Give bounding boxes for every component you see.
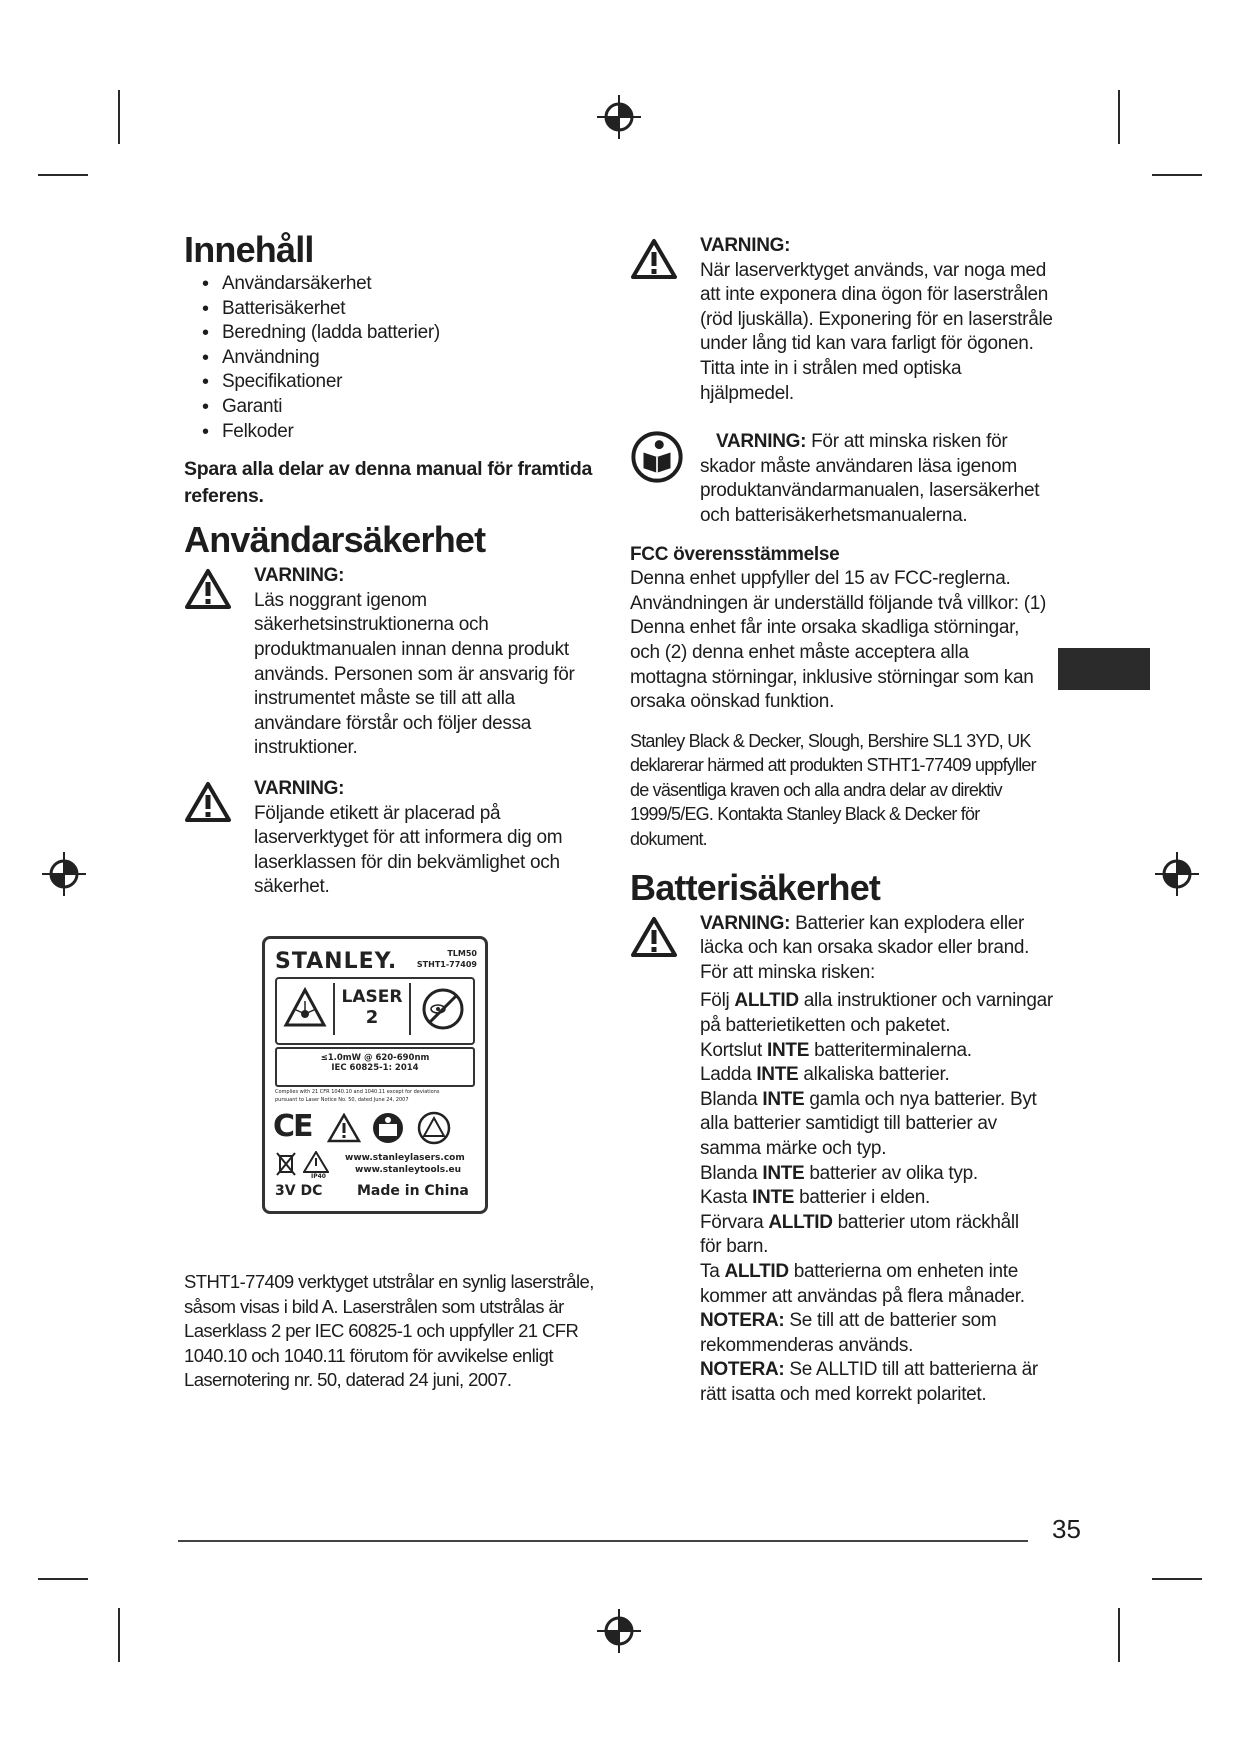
crop-mark — [118, 1608, 120, 1662]
toc-note: Spara alla delar av denna manual för framtida referens. — [184, 458, 593, 508]
warning-triangle-icon — [327, 1113, 361, 1143]
crop-mark — [38, 174, 88, 176]
laser-class: 2 — [365, 1007, 379, 1028]
warning-block — [630, 234, 1060, 406]
toc-item: • Beredning (ladda batterier) — [184, 321, 604, 346]
note-label: NOTERA: — [700, 1359, 785, 1381]
warning-title: VARNING: — [254, 777, 345, 799]
label-origin: Made in China — [357, 1183, 469, 1199]
weee-bin-icon — [275, 1151, 297, 1177]
label-caption — [184, 1270, 594, 1393]
item-prefix: Blanda — [700, 1088, 763, 1110]
label-ip: IP40 — [311, 1173, 326, 1180]
label-url2: www.stanleytools.eu — [355, 1165, 462, 1175]
laser-hazard-icon — [283, 987, 327, 1029]
battery-warning-block — [630, 912, 1060, 1408]
toc-item: • Användning — [184, 346, 604, 371]
note-label: NOTERA: — [700, 1310, 785, 1332]
item-prefix: Kasta — [700, 1187, 753, 1209]
page-number: 35 — [1052, 1514, 1081, 1544]
label-model-a: TLM50 — [447, 949, 477, 958]
laser-class-box — [275, 977, 475, 1045]
warning-triangle-icon — [630, 916, 678, 958]
crop-mark — [1152, 174, 1202, 176]
item-suffix: batterierna om enheten inte kommer att användas på flera månader. — [700, 1260, 1025, 1307]
label-power: ≤1.0mW @ 620-690nm — [320, 1053, 430, 1063]
battery-note — [700, 1358, 1050, 1407]
label-iec: IEC 60825-1: 2014 — [331, 1063, 419, 1073]
battery-item — [700, 1039, 1060, 1064]
battery-item — [700, 1260, 1040, 1309]
caption-text: STHT1-77409 verktyget utstrålar en synlig laserstråle, såsom visas i bild A. Laserstrålen som utstrålas är Laserklass 2 per IEC 60825-1 och uppfyller 21 CFR 1040.10 och 1040.11 förutom för avvikelse enligt Lasernotering nr. 50, daterad 24 juni, 2007. — [184, 1271, 594, 1391]
no-stare-icon — [421, 987, 465, 1031]
toc-item: • Specifikationer — [184, 370, 604, 395]
ce-mark: CE — [273, 1109, 312, 1144]
label-compliance-1: Complies with 21 CFR 1040.10 and 1040.11 except for deviations — [275, 1089, 440, 1095]
left-column — [184, 230, 604, 900]
registration-mark-icon — [597, 1609, 641, 1653]
warning-text: När laserverktyget används, var noga med att inte exponera dina ögon för laserstrålen (röd ljuskälla). Exponering för en laserstråle under lång tid kan vara farligt för ögonen. Titta inte in i strålen med optiska hjälpmedel. — [700, 259, 1053, 404]
laser-word-box — [333, 983, 411, 1035]
warning-triangle-icon — [184, 568, 232, 610]
crop-mark — [1118, 1608, 1120, 1662]
toc-item: • Garanti — [184, 395, 604, 420]
fcc-heading: FCC överensstämmelse — [630, 543, 840, 565]
item-emphasis: INTE — [756, 1064, 799, 1086]
declaration-text: Stanley Black & Decker, Slough, Bershire SL1 3YD, UK deklarerar härmed att produkten STHT1-77409 uppfyller de väsentliga kraven och alla andra delar av direktiv 1999/5/EG. Kontakta Stanley Black & Decker för dokument. — [630, 730, 1036, 850]
registration-mark-icon — [1155, 852, 1199, 896]
item-emphasis: INTE — [767, 1039, 810, 1061]
label-model-b: STHT1-77409 — [416, 960, 477, 969]
label-brand: STANLEY. — [275, 949, 398, 974]
item-emphasis: ALLTID — [724, 1260, 789, 1282]
label-voltage: 3V DC — [275, 1183, 323, 1199]
crop-mark — [1152, 1578, 1202, 1580]
fcc-section — [630, 543, 1060, 715]
registration-mark-icon — [42, 852, 86, 896]
warning-title: VARNING: — [700, 912, 791, 934]
caution-triangle-icon — [303, 1151, 329, 1173]
battery-item — [700, 1063, 1060, 1088]
right-column — [630, 234, 1060, 1408]
battery-item — [700, 1211, 1020, 1260]
item-suffix: gamla och nya batterier. Byt alla batterier samtidigt till batterier av samma märke och typ. — [700, 1088, 1037, 1159]
item-emphasis: ALLTID — [768, 1211, 833, 1233]
warning-text: Läs noggrant igenom säkerhetsinstruktionerna och produktmanualen innan denna produkt används. Personen som är ansvarig för instrumentet måste se till att alla användare förstår och följer dessa instruktioner. — [254, 589, 575, 759]
label-compliance-2: pursuant to Laser Notice No. 50, dated June 24, 2007 — [275, 1097, 409, 1103]
crop-mark — [118, 90, 120, 144]
warning-text: Följande etikett är placerad på laserverktyget för att informera dig om laserklassen för din bekvämlighet och säkerhet. — [254, 802, 563, 898]
user-safety-heading: Användarsäkerhet — [184, 519, 486, 561]
item-suffix: alkaliska batterier. — [798, 1064, 950, 1086]
item-suffix: batteriterminalerna. — [809, 1039, 972, 1061]
toc-list — [184, 272, 604, 444]
item-prefix: Kortslut — [700, 1039, 767, 1061]
item-prefix: Följ — [700, 990, 735, 1012]
toc-item: • Batterisäkerhet — [184, 297, 604, 322]
item-prefix: Ladda — [700, 1064, 757, 1086]
warning-block — [184, 564, 604, 761]
warning-title: VARNING: — [716, 431, 807, 453]
toc-item: • Felkoder — [184, 420, 604, 445]
battery-item — [700, 1186, 1060, 1211]
item-suffix: alla instruktioner och varningar på batterietiketten och paketet. — [700, 990, 1053, 1037]
item-prefix: Ta — [700, 1260, 725, 1282]
warning-block — [184, 777, 604, 900]
item-prefix: Blanda — [700, 1162, 763, 1184]
item-suffix: batterier i elden. — [794, 1187, 930, 1209]
read-manual-icon — [371, 1111, 405, 1145]
item-emphasis: INTE — [762, 1162, 805, 1184]
item-emphasis: INTE — [752, 1187, 795, 1209]
toc-title: Innehåll — [184, 229, 314, 270]
section-tab — [1058, 648, 1150, 690]
note-text: Se ALLTID till att batterierna är rätt isatta och med korrekt polaritet. — [700, 1359, 1038, 1405]
warning-triangle-icon — [630, 238, 678, 280]
warning-title: VARNING: — [700, 235, 791, 256]
item-suffix: batterier utom räckhåll för barn. — [700, 1211, 1019, 1258]
footer-rule — [178, 1540, 1028, 1542]
laser-label — [262, 936, 488, 1214]
battery-heading: Batterisäkerhet — [630, 866, 881, 908]
warning-body: Batterier kan explodera eller läcka och kan orsaka skador eller brand. — [700, 912, 1030, 959]
battery-item — [700, 989, 1060, 1038]
item-prefix: Förvara — [700, 1211, 769, 1233]
crop-mark — [38, 1578, 88, 1580]
battery-warning — [700, 912, 1060, 961]
item-emphasis: INTE — [762, 1088, 805, 1110]
warning-title: VARNING: — [254, 565, 345, 587]
item-emphasis: ALLTID — [734, 990, 799, 1012]
read-manual-icon — [630, 430, 684, 484]
warning-text — [700, 430, 1060, 528]
item-suffix: batterier av olika typ. — [804, 1162, 978, 1184]
registration-mark-icon — [597, 95, 641, 139]
fcc-text: Denna enhet uppfyller del 15 av FCC-reglerna. Användningen är underställd följande två villkor: (1) Denna enhet får inte orsaka skadliga störningar, och (2) denna enhet måste acceptera alla mottagna störningar, inklusive störningar som kan orsaka oönskad funktion. — [630, 568, 1047, 713]
toc-item: • Användarsäkerhet — [184, 272, 604, 297]
battery-intro: För att minska risken: — [700, 961, 876, 983]
recycle-icon — [417, 1111, 451, 1145]
warning-body: För att minska risken för skador måste användaren läsa igenom produktanvändarmanualen, lasersäkerhet och batterisäkerhetsmanualerna. — [700, 431, 1040, 526]
crop-mark — [1118, 90, 1120, 144]
power-box — [275, 1047, 475, 1087]
warning-triangle-icon — [184, 781, 232, 823]
warning-block — [630, 430, 1060, 528]
battery-item — [700, 1088, 1050, 1162]
laser-word: LASER — [341, 987, 403, 1007]
battery-item — [700, 1162, 1060, 1187]
note-text: Se till att de batterier som rekommenderas används. — [700, 1310, 997, 1356]
label-url1: www.stanleylasers.com — [345, 1153, 465, 1163]
battery-note — [700, 1309, 1020, 1358]
